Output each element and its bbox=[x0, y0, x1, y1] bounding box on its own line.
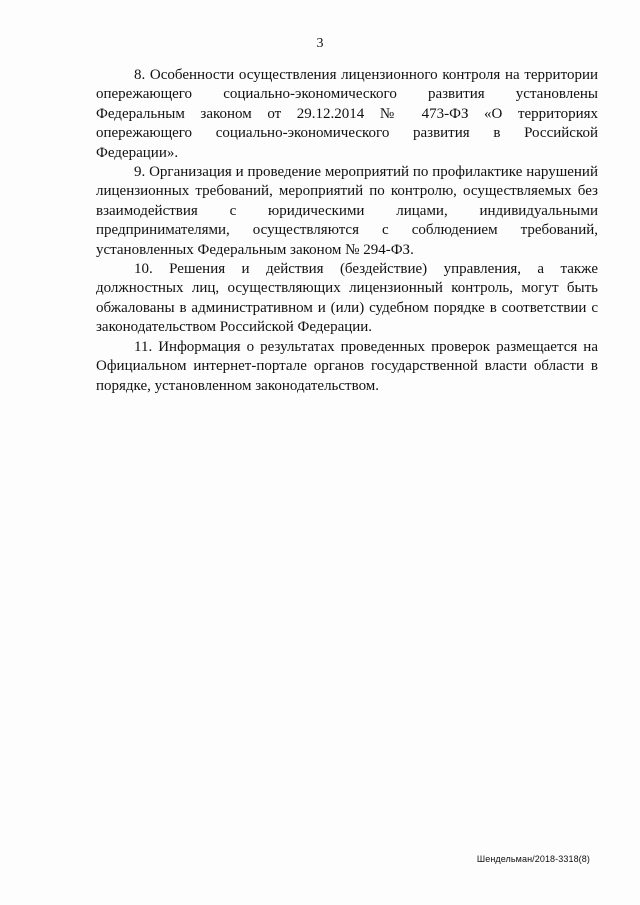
paragraph-8: 8. Особенности осуществления лицензионного контроля на территории опережающего социально-экономического развития установлены Федеральным законом от 29.12.2014 № 473-ФЗ «О территориях опережающего социально-экономического развития в Российской Федерации». bbox=[96, 67, 598, 161]
paragraph-10: 10. Решения и действия (бездействие) управления, а также должностных лиц, осуществляющих лицензионный контроль, могут быть обжалованы в административном и (или) судебном порядке в соответствии с законодательством Российской Федерации. bbox=[96, 261, 598, 336]
page-number: 3 bbox=[316, 36, 324, 51]
paragraph-9: 9. Организация и проведение мероприятий по профилактике нарушений лицензионных требований, мероприятий по контролю, осуществляемых без взаимодействия с юридическими лицами, индивидуальными предпринимателями, осуществляются с соблюдением требований, установленных Федеральным законом № 294-ФЗ. bbox=[96, 164, 598, 258]
footer-reference: Шендельман/2018-3318(8) bbox=[476, 854, 590, 864]
paragraph-11: 11. Информация о результатах проведенных проверок размещается на Официальном интернет-портале органов государственной власти области в порядке, установленном законодательством. bbox=[96, 338, 598, 394]
document-body bbox=[96, 66, 598, 396]
